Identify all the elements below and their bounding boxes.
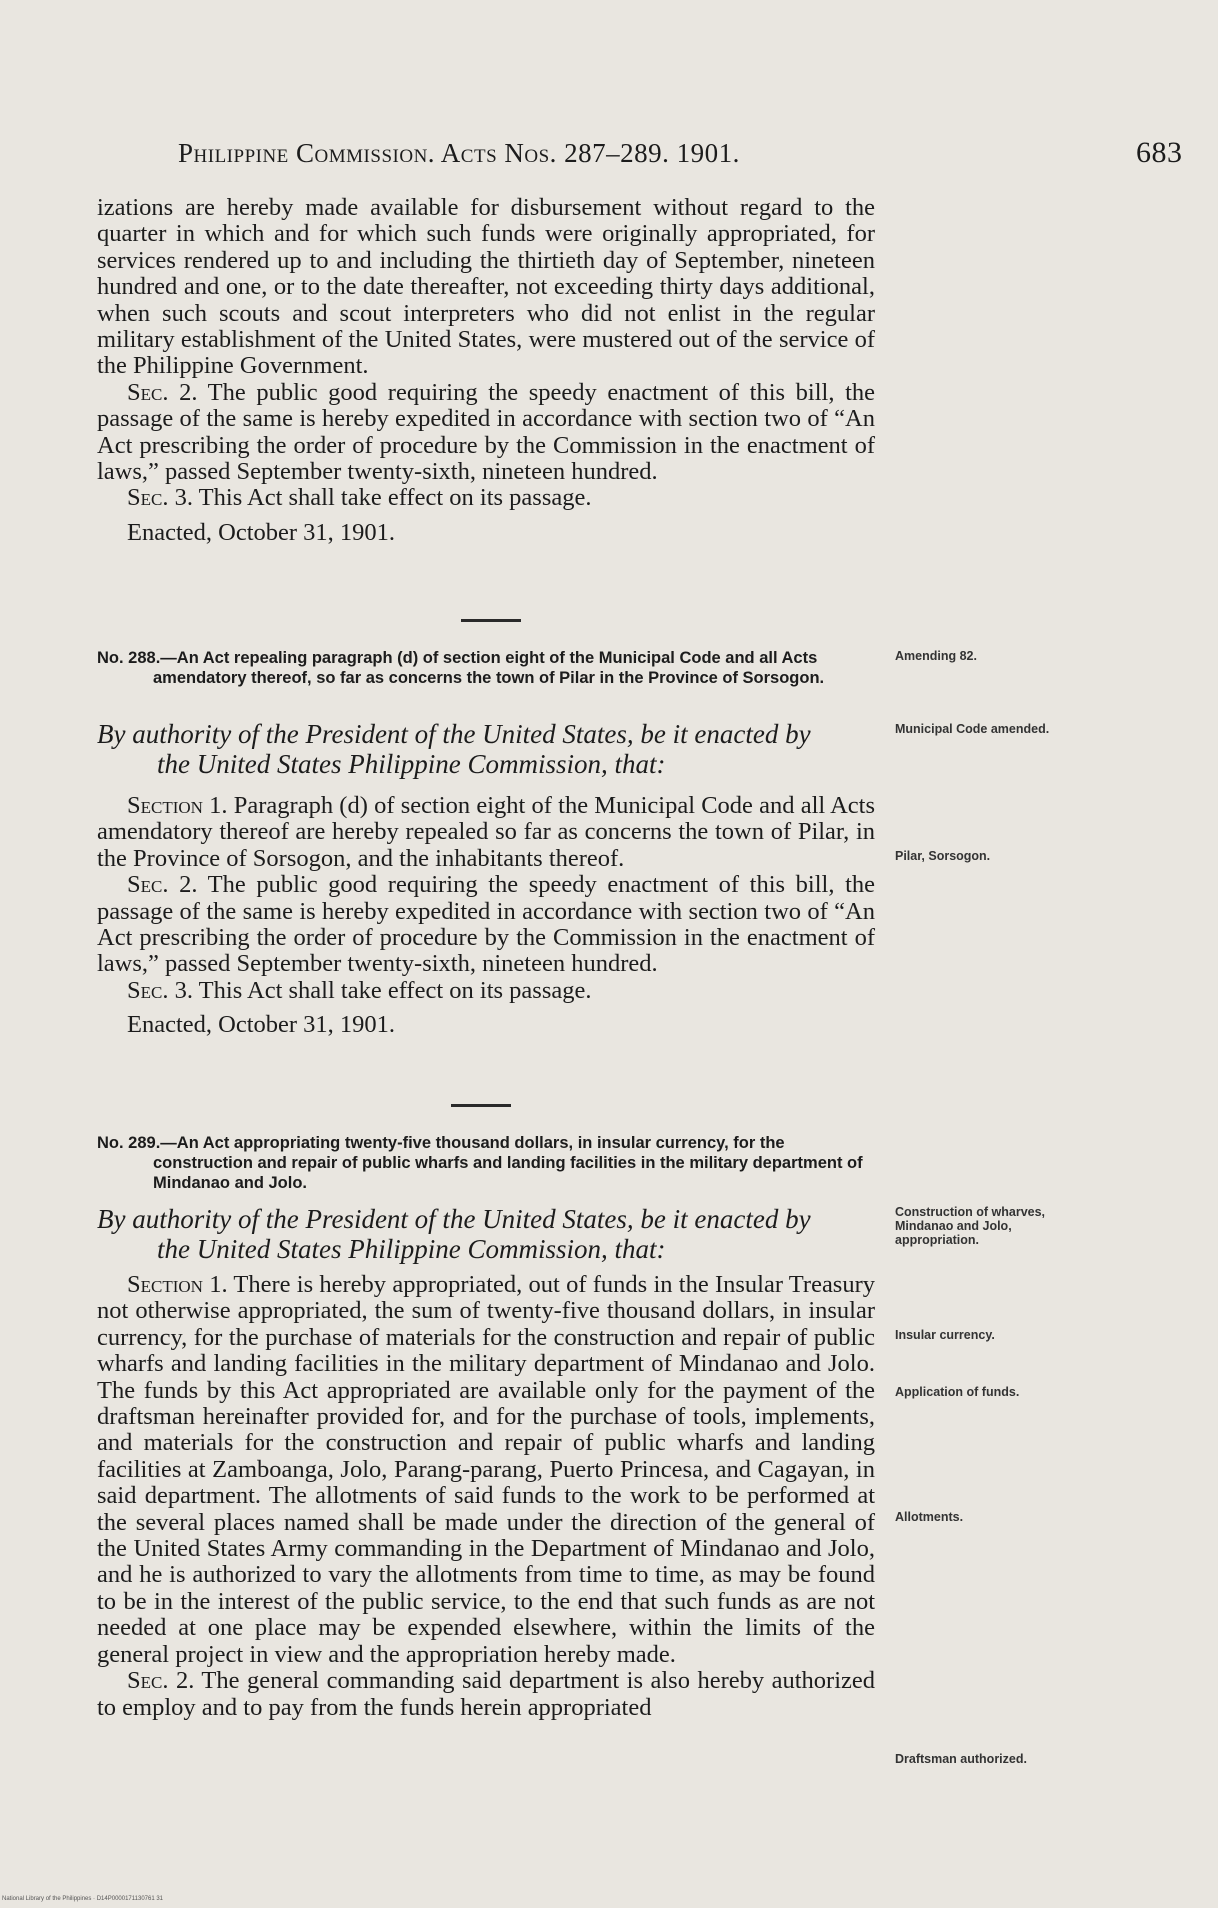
section-label: Section 1. (127, 792, 228, 819)
preamble-line-1: By authority of the President of the United States, be it enacted by (97, 719, 811, 749)
section-label: Sec. 3. (127, 484, 193, 512)
preamble-line-1: By authority of the President of the United States, be it enacted by (97, 1204, 811, 1234)
section-label: Section 1. (127, 1271, 228, 1298)
act289-section-2 (97, 1668, 875, 1721)
act288-preamble (97, 719, 875, 779)
margin-note: Pilar, Sorsogon. (895, 849, 991, 863)
scan-footer: National Library of the Philippines · D14P0000171130761 31 (2, 1896, 164, 1902)
section-divider (451, 1104, 511, 1107)
act287-section-2 (97, 380, 875, 486)
act288-section-1 (97, 793, 875, 872)
act288-section-3 (97, 978, 875, 1004)
preamble-line-2: the United States Philippine Commission, that: (157, 1234, 666, 1264)
act287-section-3 (97, 485, 875, 511)
section-text: The public good requiring the speedy enactment of this bill, the passage of the same is hereby expedited in accordance with section two of “An Act prescribing the order of procedure by the Commission in the enactment of laws,” passed September twenty-sixth, nineteen hundred. (97, 378, 875, 486)
act289-body (97, 1272, 875, 1721)
margin-note: Municipal Code amended. (895, 722, 1050, 736)
margin-note: Application of funds. (895, 1385, 1020, 1399)
section-text: There is hereby appropriated, out of funds in the Insular Treasury not otherwise appropriated, the sum of twenty-five thousand dollars, in insular currency, for the purchase of materials for the construction and repair of public wharfs and landing facilities in the military department of Mindanao and Jolo. The funds by this Act appropriated are available only for the payment of the draftsman hereinafter provided for, and for the purchase of tools, implements, and materials for the construction and repair of public wharfs and landing facilities at Zamboanga, Jolo, Parang-parang, Puerto Princesa, and Cagayan, in said department. The allotments of said funds to the work to be performed at the several places named shall be made under the direction of the general of the United States Army commanding in the Department of Mindanao and Jolo, and he is authorized to vary the allotments from time to time, as may be found to be in the interest of the public service, to the end that such funds as are not needed at one place may be expended elsewhere, within the limits of the general project in view and the appropriation hereby made. (97, 1271, 876, 1668)
act288-section-2 (97, 872, 875, 978)
preamble-line-2: the United States Philippine Commission, that: (157, 749, 666, 779)
act288-body (97, 793, 875, 1039)
section-label: Sec. 2. (127, 378, 198, 406)
margin-note: Draftsman authorized. (895, 1752, 1027, 1766)
section-label: Sec. 3. (127, 976, 193, 1004)
section-text: Paragraph (d) of section eight of the Municipal Code and all Acts amendatory thereof are hereby repealed so far as concerns the town of Pilar, in the Province of Sorsogon, and the inhabitants thereof. (97, 792, 876, 872)
section-text: This Act shall take effect on its passage. (198, 484, 592, 512)
section-text: The public good requiring the speedy enactment of this bill, the passage of the same is hereby expedited in accordance with section two of “An Act prescribing the order of procedure by the Commission in the enactment of laws,” passed September twenty-sixth, nineteen hundred. (97, 871, 875, 978)
section-label: Sec. 2. (127, 871, 198, 899)
act289-section-1 (97, 1272, 875, 1668)
margin-note: Allotments. (895, 1510, 964, 1524)
margin-note: Amending 82. (895, 649, 977, 663)
act288-title: No. 288.—An Act repealing paragraph (d) of section eight of the Municipal Code and all Acts amendatory thereof, so far as concerns the town of Pilar in the Province of Sorsogon. (97, 649, 825, 687)
act287-enacted: Enacted, October 31, 1901. (127, 518, 396, 546)
act288-enacted: Enacted, October 31, 1901. (127, 1011, 396, 1039)
margin-note: Construction of wharves, Mindanao and Jolo, appropriation. (895, 1205, 1046, 1247)
act287-paragraph: izations are hereby made available for disbursement without regard to the quarter in which and for which such funds were originally appropriated, for services rendered up to and including the thirtieth day of September, nineteen hundred and one, or to the date thereafter, not exceeding thirty days additional, when such scouts and scout interpreters who did not enlist in the regular military establishment of the United States, were mustered out of the service of the Philippine Government. (97, 194, 875, 380)
margin-note: Insular currency. (895, 1328, 995, 1342)
act289-preamble (97, 1204, 875, 1264)
section-text: This Act shall take effect on its passage. (198, 976, 592, 1004)
act289-title: No. 289.—An Act appropriating twenty-five thousand dollars, in insular currency, for the construction and repair of public wharfs and landing facilities in the military department of Mindanao and Jolo. (97, 1134, 863, 1192)
act287-continuation (97, 195, 875, 546)
page-number: 683 (1136, 136, 1183, 169)
running-title: Philippine Commission. Acts Nos. 287–289. 1901. (178, 138, 740, 168)
section-divider (461, 619, 521, 622)
section-label: Sec. 2. (127, 1667, 195, 1695)
section-text: The general commanding said department is also hereby authorized to employ and to pay from the funds herein appropriated (97, 1667, 876, 1721)
